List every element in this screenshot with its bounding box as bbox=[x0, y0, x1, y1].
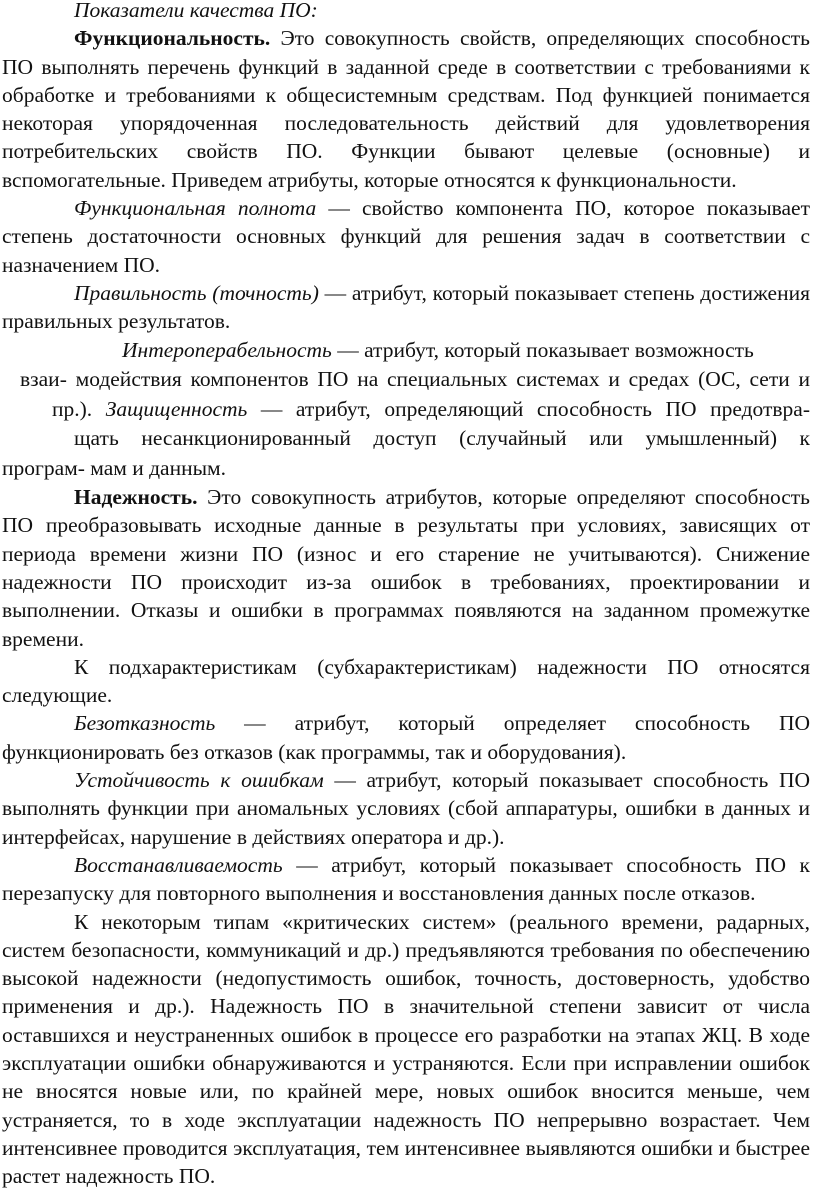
paragraph-fault-tolerance bbox=[2, 766, 810, 851]
recoverability-text: — атрибут, который показывает способность ПО к перезапуску для повторного выполнения и восстановления данных после отказов. bbox=[2, 852, 810, 906]
paragraph-recoverability bbox=[2, 851, 810, 908]
security-text-1: — атрибут, определяющий способность ПО предотвра- bbox=[247, 396, 810, 421]
functional-completeness-text: — свойство компонента ПО, которое показывает степень достаточности основных функций для решения задач в соответствии с назначением ПО. bbox=[2, 196, 810, 277]
correctness-text: — атрибут, который показывает степень достижения правильных результатов. bbox=[2, 280, 810, 334]
section-heading: Показатели качества ПО: bbox=[74, 0, 318, 22]
security-text-3: програм- мам и данным. bbox=[2, 455, 227, 480]
paragraph-interoperability-line2 bbox=[2, 365, 810, 395]
interoperability-text-3: пр.). bbox=[52, 396, 106, 421]
security-text-2: щать несанкционированный доступ (случайный или умышленный) к bbox=[74, 426, 810, 451]
paragraph-interoperability-line1 bbox=[2, 336, 810, 366]
paragraph-fault-free bbox=[2, 709, 810, 766]
functionality-text: Это совокупность свойств, определяющих способность ПО выполнять перечень функций в заданной среде в соответствии с требованиями к обработке и требованиями к общесистемным средствам. Под функцией понимается некоторая упорядоченная последовательность действий для удовлетворения потребительских свойств ПО. Функции бывают целевые (основные) и вспомогательные. Приведем атрибуты, которые относятся к функциональности. bbox=[2, 26, 810, 192]
interoperability-text-2: взаи- модействия компонентов ПО на специальных системах и средах (ОС, сети и bbox=[20, 367, 810, 392]
term-fault-tolerance: Устойчивость к ошибкам bbox=[74, 768, 324, 793]
paragraph-functional-completeness bbox=[2, 194, 810, 279]
paragraph-security-line1 bbox=[2, 395, 810, 425]
term-security: Защищенность bbox=[105, 396, 248, 421]
fault-tolerance-text: — атрибут, который показывает способность ПО выполнять функции при аномальных условиях (сбой аппаратуры, ошибки в данных и интерфейсах, нарушение в действиях оператора и др.). bbox=[2, 768, 811, 849]
term-interoperability: Интероперабельность bbox=[122, 337, 332, 362]
paragraph-reliability bbox=[2, 483, 810, 653]
paragraph-security-line2 bbox=[2, 424, 810, 454]
term-functional-completeness: Функциональная полнота bbox=[74, 196, 317, 221]
paragraph-functionality bbox=[2, 24, 810, 194]
reliability-text: Это совокупность атрибутов, которые определяют способность ПО преобразовывать исходные данные в результаты при условиях, зависящих от периода времени жизни ПО (износ и его старение не учитываются). Снижение надежности ПО происходит из-за ошибок в требованиях, проектировании и выполнении. Отказы и ошибки в программах появляются на заданном промежутке времени. bbox=[2, 485, 810, 651]
term-fault-free: Безотказность bbox=[74, 711, 216, 736]
term-reliability: Надежность. bbox=[74, 485, 198, 510]
term-correctness: Правильность (точность) bbox=[74, 280, 319, 305]
paragraph-subcharacteristics: К подхарактеристикам (субхарактеристикам) надежности ПО относятся следующие. bbox=[2, 654, 810, 708]
interoperability-text-1: — атрибут, который показывает возможность bbox=[331, 337, 754, 362]
term-recoverability: Восстанавливаемость bbox=[74, 852, 283, 877]
paragraph-correctness bbox=[2, 279, 810, 336]
paragraph-security-line3 bbox=[2, 454, 810, 484]
fault-free-text: — атрибут, который определяет способность ПО функционировать без отказов (как программы, так и оборудования). bbox=[2, 711, 810, 764]
paragraph-critical-systems: К некоторым типам «критических систем» (реального времени, радарных, систем безопасности, коммуникаций и др.) предъявляются требования по обеспечению высокой надежности (недопустимость ошибок, точность, достоверность, удобство применения и др.). Надежность ПО в значительной степени зависит от числа оставшихся и неустраненных ошибок в процессе его разработки на этапах ЖЦ. В ходе эксплуатации ошибки обнаруживаются и устраняются. Если при исправлении ошибок не вносятся новые или, по крайней мере, новых ошибок вносится меньше, чем устраняется, то в ходе эксплуатации надежность ПО непрерывно возрастает. Чем интенсивнее проводится эксплуатация, тем интенсивнее выявляются ошибки и быстрее растет надежность ПО. bbox=[2, 909, 810, 1189]
term-functionality: Функциональность. bbox=[74, 26, 271, 51]
